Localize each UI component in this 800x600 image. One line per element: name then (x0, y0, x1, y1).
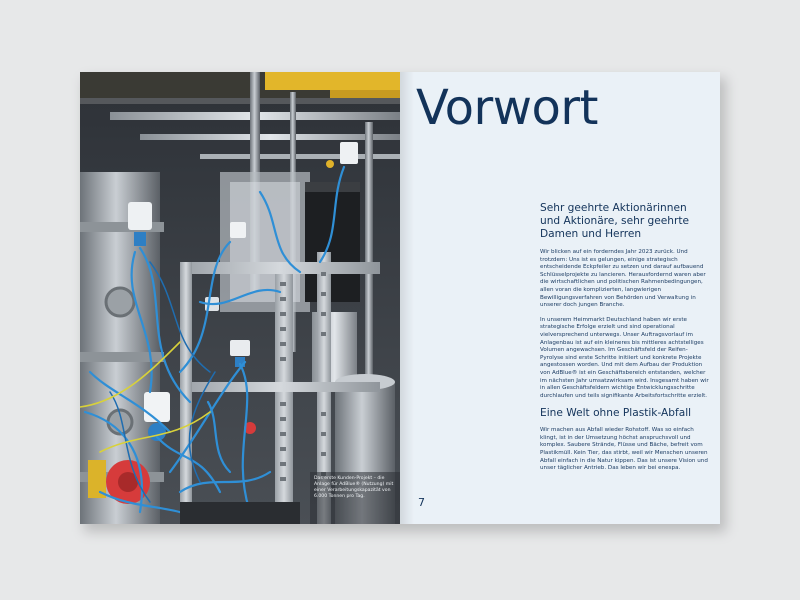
paragraph-2: In unserem Heimmarkt Deutschland haben wir erste strategische Erfolge erzielt und sind operational vielversprechend unterwegs. Unser Auftragsvorlauf im Anlagenbau ist auf ein kleineres bis mittleres achtstelliges Volumen angewachsen. Im Geschäftsfeld der Reifen-Pyrolyse sind erste Schritte initiiert und konkrete Projekte angestossen worden. Und mit dem Aufbau der Produktion von AdBlue® ist ein Geschäftsbereich entstanden, welcher im nächsten Jahr umsatzwirksam wird. Insgesamt haben wir in allen Geschäftsfeldern wichtige Entwicklungsschritte durchlaufen und teils signifikante Arbeitsfortschritte erzielt. (540, 316, 709, 399)
paragraph-3: Wir machen aus Abfall wieder Rohstoff. Was so einfach klingt, ist in der Umsetzung höchst anspruchsvoll und komplex. Saubere Strände, Flüsse und Bäche, befreit vom Plastikmüll. Kein Tier, das stirbt, weil wir Menschen unseren Abfall einfach in die Natur kippen. Das ist unsere Vision und unser täglicher Antrieb. Das leben wir bei enespa. (540, 427, 708, 472)
right-page-text (400, 72, 720, 524)
left-page-photo (80, 72, 400, 524)
paragraph-1: Wir blicken auf ein forderndes Jahr 2023 zurück. Und trotzdem: Uns ist es gelungen, einige strategisch entscheidende Eckpfeiler zu setzen und darauf aufbauend Schlüsselprojekte zu lancieren. Herausfordernd waren aber die wirtschaftlichen und politischen Rahmenbedingungen, allen voran die komplizierten, langwierigen Bewilligungsverfahren von Behörden und Verwaltung in unserer doch jungen Branche. (540, 249, 706, 309)
section-heading-plastic: Eine Welt ohne Plastik-Abfall (540, 407, 692, 420)
page-gutter (400, 72, 414, 524)
industrial-plant-photo (80, 72, 400, 524)
text-column (540, 202, 710, 480)
brochure-spread (80, 72, 720, 524)
page-title: Vorwort (416, 80, 598, 136)
page-number: 7 (418, 496, 425, 509)
photo-caption: Das erste Kunden-Projekt – die Anlage für AdBlue® (Nutzung) mit einer Verarbeitungskapazität von 6.000 Tonnen pro Tag. (314, 476, 394, 499)
salutation-heading: Sehr geehrte Aktionärinnen und Aktionäre, sehr geehrte Damen und Herren (540, 202, 690, 240)
